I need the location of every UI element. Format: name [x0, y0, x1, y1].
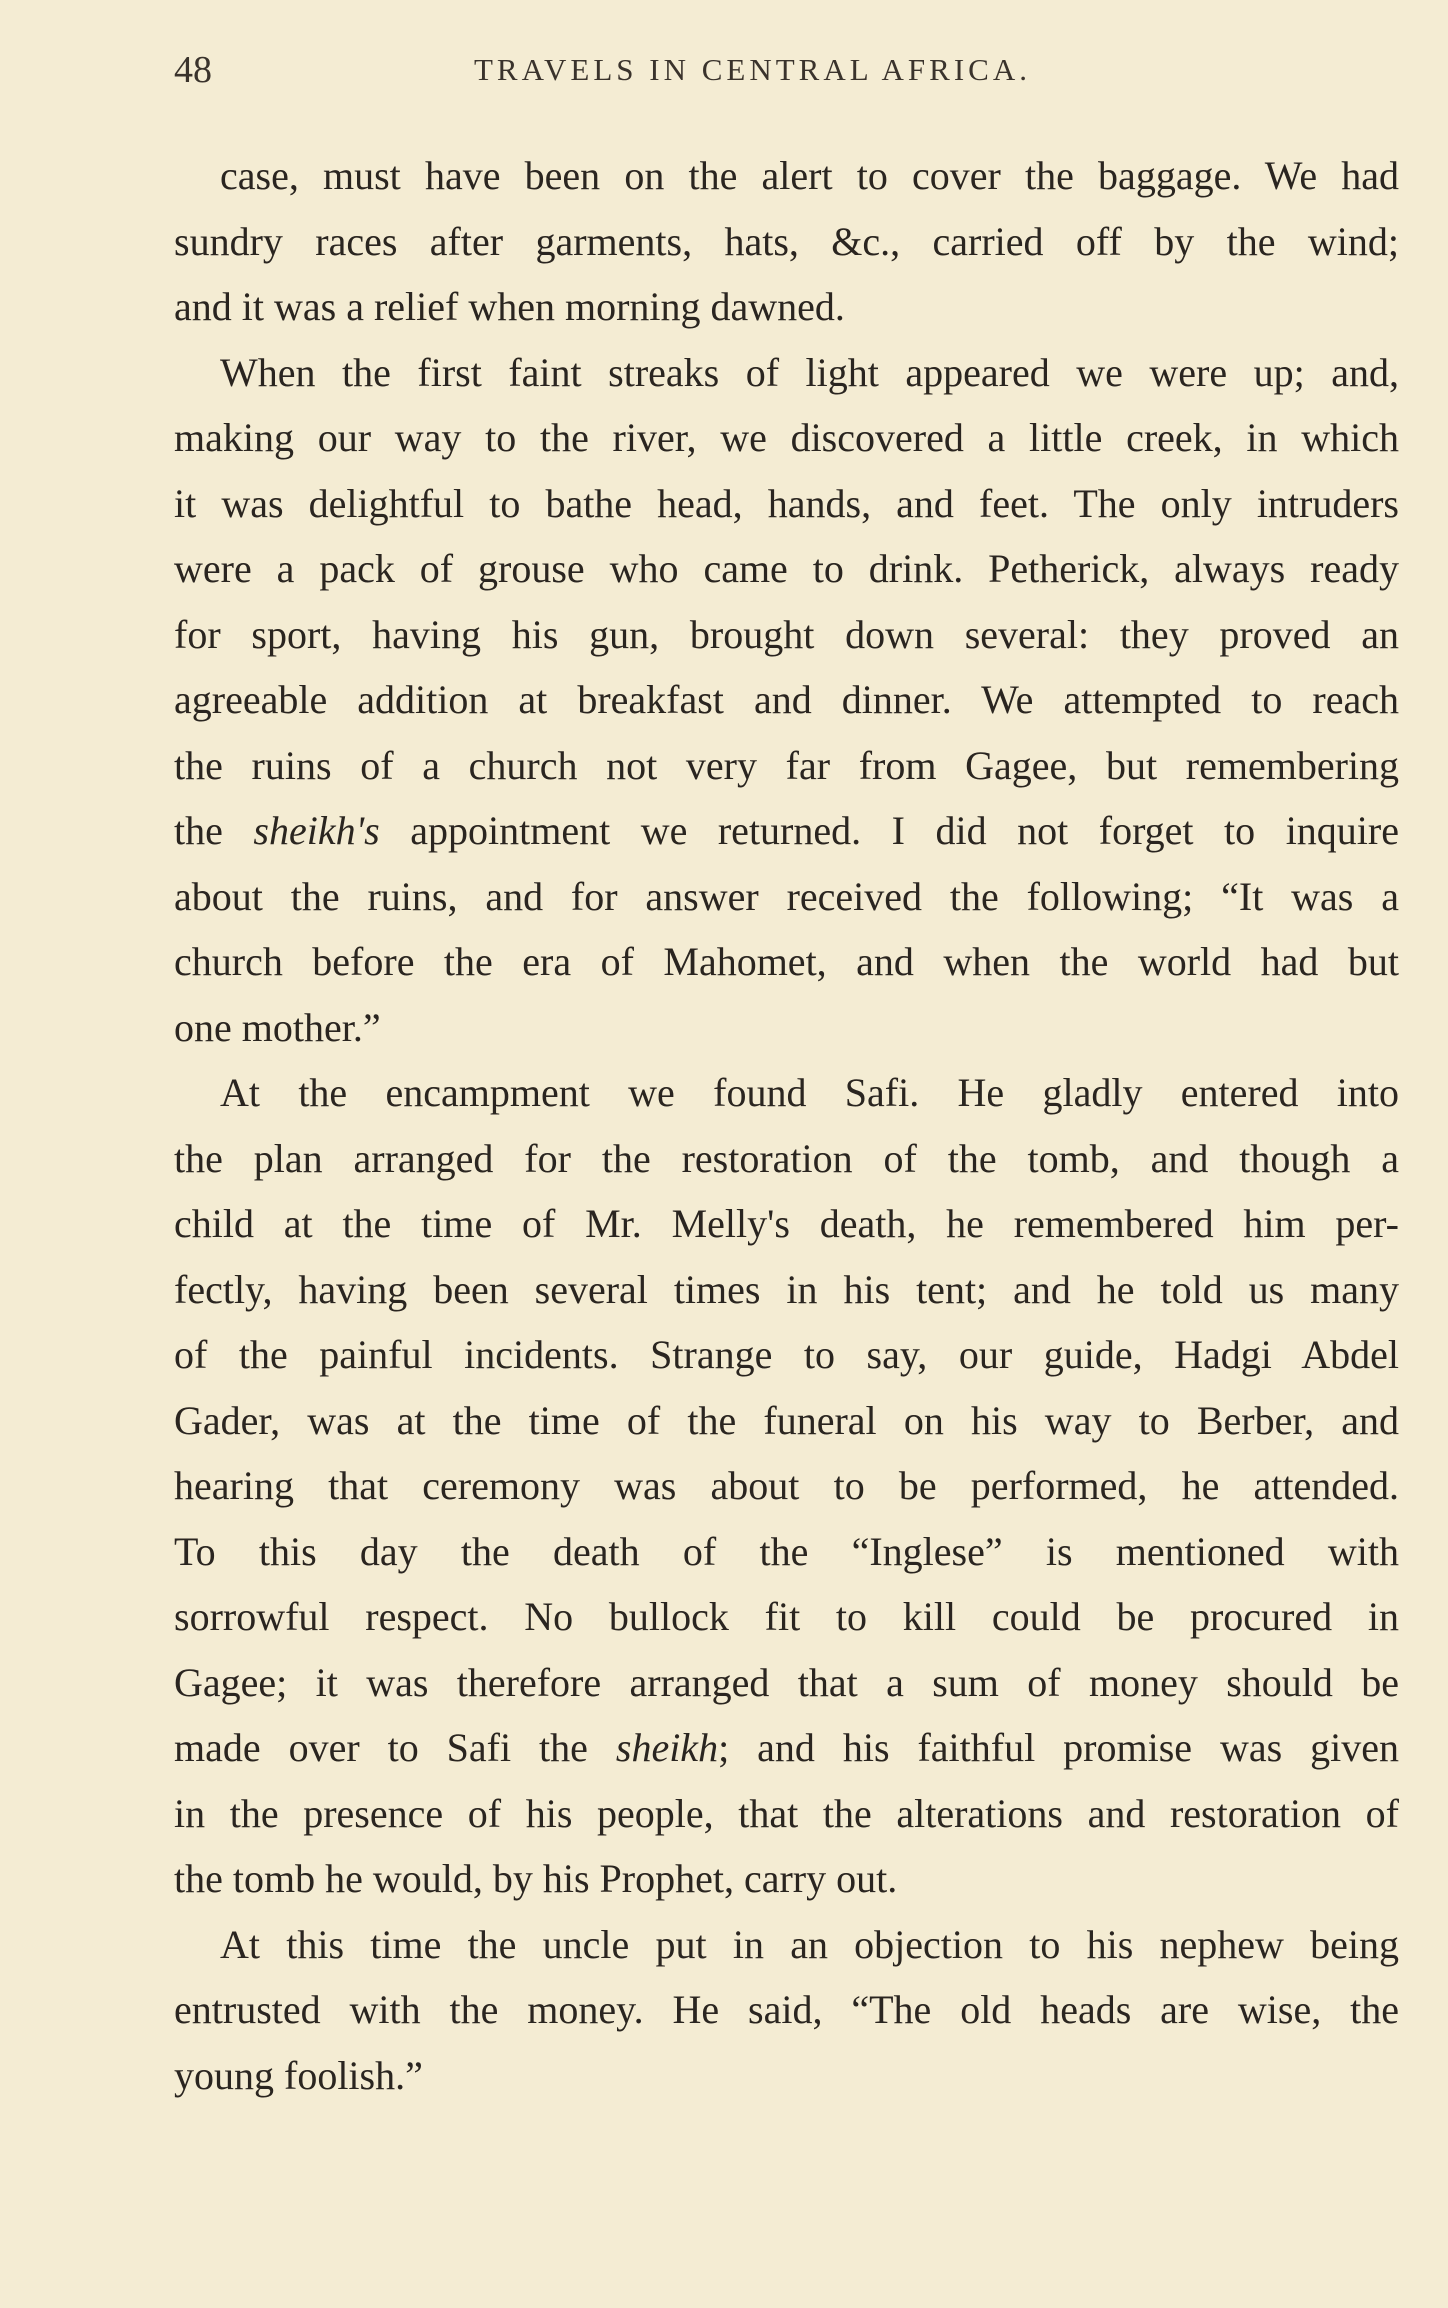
running-head: [174, 48, 1399, 98]
text-segment: appointment we returned. I did not forget to inquire: [379, 808, 1399, 853]
text-line: To this day the death of the “Inglese” is mentioned with: [174, 1528, 1399, 1574]
paragraph: [174, 1912, 1399, 2109]
text-segment: the: [174, 808, 254, 853]
text-line: sorrowful respect. No bullock fit to kill could be procured in: [174, 1594, 1399, 1639]
text-line: Gagee; it was therefore arranged that a sum of money should be: [174, 1659, 1399, 1705]
italic-term: sheikh: [615, 1725, 719, 1770]
page-number: 48: [174, 49, 212, 91]
text-line: When the first faint streaks of light appeared we were up; and,: [220, 349, 1399, 395]
text-line: young foolish.”: [174, 2052, 423, 2098]
running-title: TRAVELS IN CENTRAL AFRICA.: [474, 52, 1031, 87]
paragraph: [174, 143, 1399, 340]
paragraph: [174, 1060, 1399, 1912]
text-segment: ; and his faithful promise was given: [718, 1725, 1399, 1770]
text-line: were a pack of grouse who came to drink. Petherick, always ready: [174, 546, 1399, 591]
text-line: [174, 798, 1399, 864]
text-line: the plan arranged for the restoration of the tomb, and though a: [174, 1135, 1399, 1181]
text-segment: made over to Safi the: [174, 1725, 616, 1770]
italic-term: sheikh's: [253, 808, 380, 853]
text-line: sundry races after garments, hats, &c., carried off by the wind;: [174, 218, 1399, 264]
text-line: about the ruins, and for answer received the following; “It was a: [174, 873, 1399, 919]
text-line: the tomb he would, by his Prophet, carry out.: [174, 1856, 898, 1901]
paragraph: [174, 340, 1399, 1061]
body-text: [174, 143, 1399, 2108]
text-line: agreeable addition at breakfast and dinner. We attempted to reach: [174, 677, 1399, 722]
text-line: Gader, was at the time of the funeral on his way to Berber, and: [174, 1397, 1399, 1443]
text-line: At the encampment we found Safi. He gladly entered into: [220, 1070, 1399, 1115]
text-line: hearing that ceremony was about to be performed, he attended.: [174, 1463, 1399, 1508]
text-line: child at the time of Mr. Melly's death, he remembered him per-: [174, 1201, 1399, 1246]
text-line: and it was a relief when morning dawned.: [174, 284, 845, 329]
text-line: one mother.”: [174, 1004, 381, 1050]
text-line: [174, 1715, 1399, 1781]
text-line: church before the era of Mahomet, and when the world had but: [174, 939, 1399, 984]
text-line: making our way to the river, we discovered a little creek, in which: [174, 415, 1399, 460]
text-line: it was delightful to bathe head, hands, and feet. The only intruders: [174, 480, 1399, 526]
text-line: entrusted with the money. He said, “The old heads are wise, the: [174, 1987, 1399, 2032]
text-line: case, must have been on the alert to cover the baggage. We had: [220, 153, 1399, 198]
text-line: the ruins of a church not very far from Gagee, but remembering: [174, 742, 1399, 788]
text-line: fectly, having been several times in his tent; and he told us many: [174, 1266, 1399, 1312]
text-line: in the presence of his people, that the alterations and restoration of: [174, 1790, 1399, 1836]
text-line: of the painful incidents. Strange to say, our guide, Hadgi Abdel: [174, 1332, 1399, 1377]
text-line: for sport, having his gun, brought down several: they proved an: [174, 611, 1399, 657]
text-line: At this time the uncle put in an objection to his nephew being: [220, 1921, 1399, 1967]
